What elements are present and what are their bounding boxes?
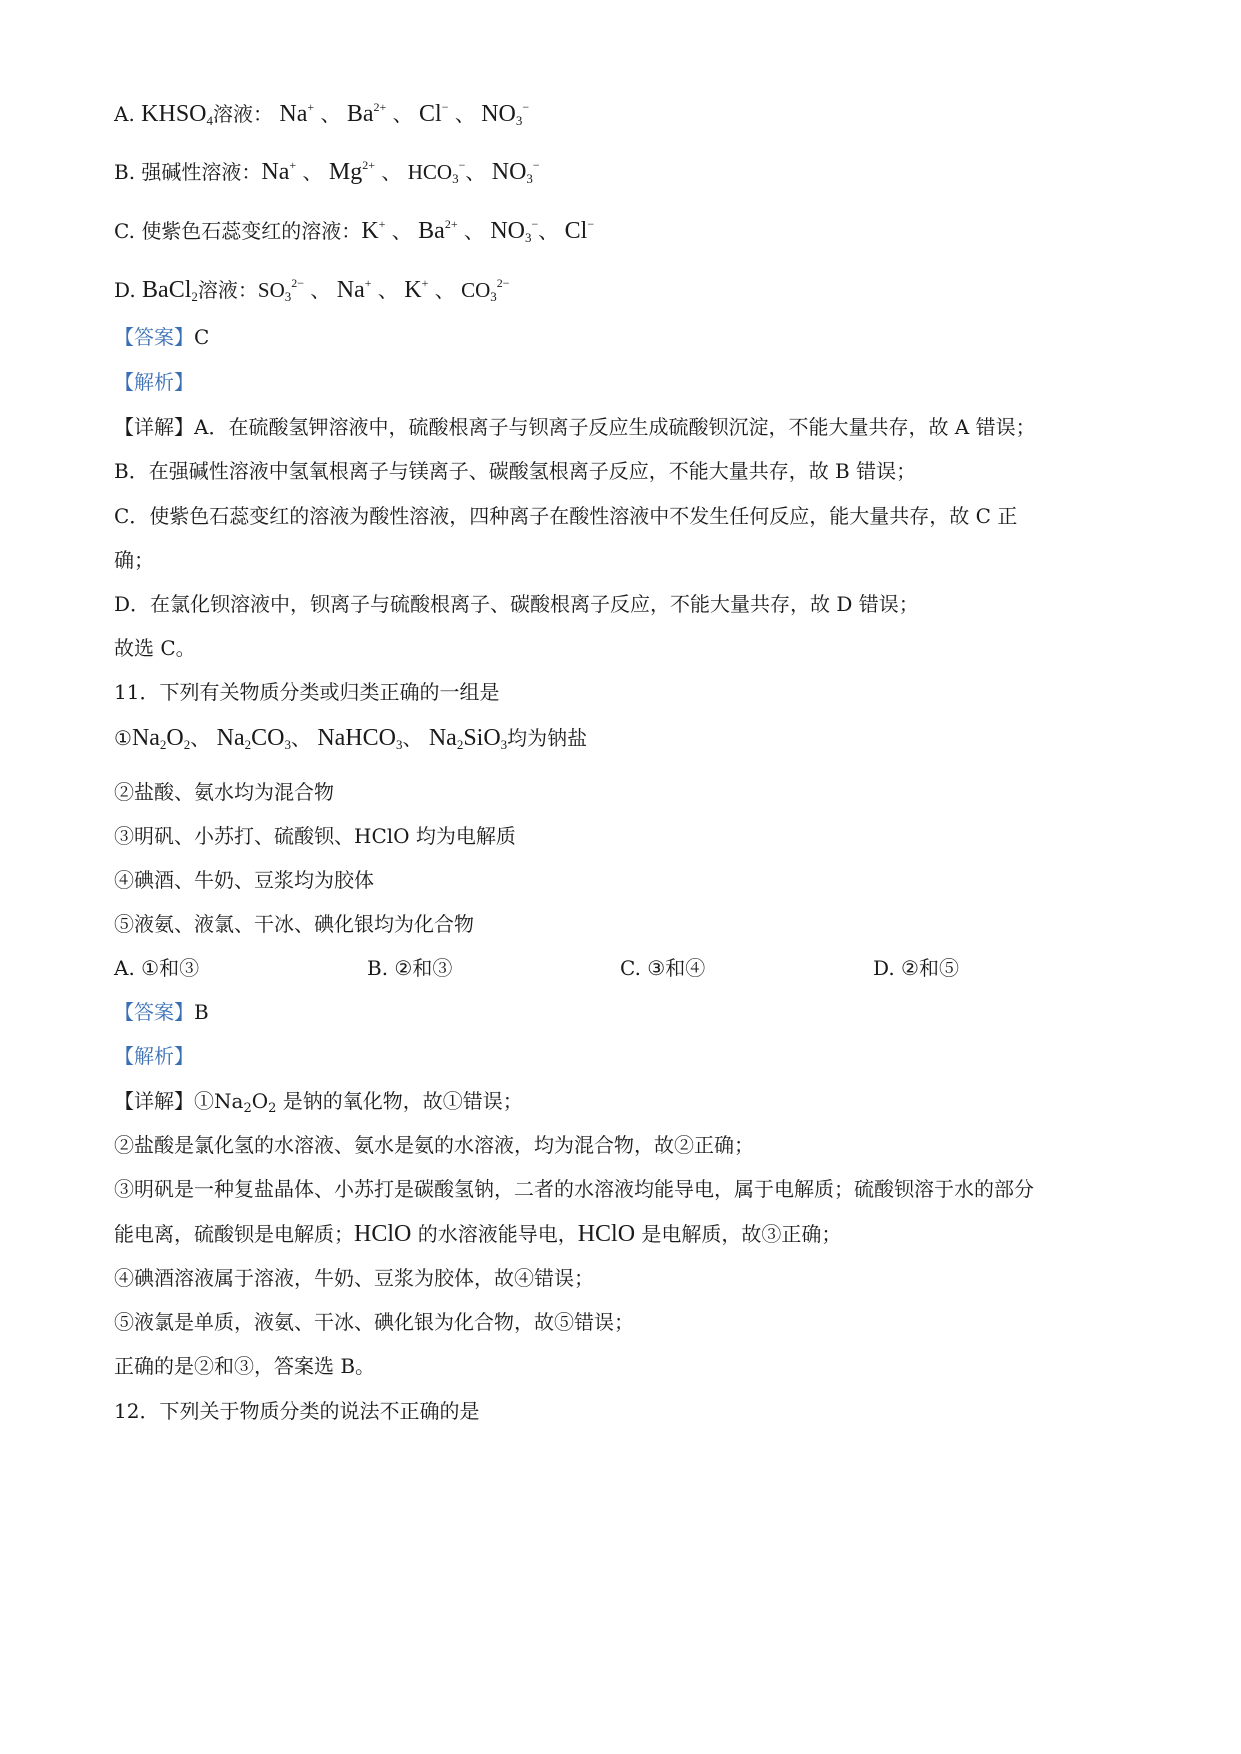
option-a-line: A. $KHSO_4$溶液： Na+ 、 $Ba^{2+}$ 、 Cl− 、 $NO_3^-$ <box>114 100 530 128</box>
ion-so3: $SO_3^{2-}$ <box>257 276 305 304</box>
option-b-text: 强碱性溶液： <box>141 160 262 184</box>
q11-detail-5: ⑤液氯是单质，液氨、干冰、碘化银为化合物，故⑤错误； <box>114 1310 634 1334</box>
q11-detail-1: 【详解】$①Na_2O_2$ 是钠的氧化物，故①错误； <box>114 1089 523 1116</box>
option-b-line: B. 强碱性溶液：Na+ 、 $Mg^{2+}$ 、 $HCO_3^-$、 $NO_3^-$ <box>114 158 540 186</box>
option-d-line: D. BaCl$_2$溶液：$SO_3^{2-}$ 、 Na+ 、 K+ 、 $CO_3^{2-}$ <box>114 276 510 304</box>
ion-co3: $CO_3^{2-}$ <box>461 276 510 304</box>
q11-statement-4: ④碘酒、牛奶、豆浆均为胶体 <box>114 868 374 892</box>
q11-detail-3a: ③明矾是一种复盐晶体、小苏打是碳酸氢钠，二者的水溶液均能导电，属于电解质；硫酸钡溶于水的部分 <box>114 1177 1034 1201</box>
q11-option-d: D. ②和⑤ <box>873 956 959 980</box>
q11-stem: 11．下列有关物质分类或归类正确的一组是 <box>114 680 500 704</box>
detail-tag: 【详解】 <box>114 1089 194 1113</box>
q11-option-b: B. ②和③ <box>367 956 453 980</box>
answer-tag: 【答案】 <box>114 1000 194 1024</box>
q11-analysis-tag: 【解析】 <box>114 1044 194 1068</box>
ion-cl: Cl− <box>564 217 595 244</box>
ion-mg: $Mg^{2+}$ <box>328 158 376 185</box>
q11-answer-line <box>114 998 209 1026</box>
answer-tag: 【答案】 <box>114 325 194 349</box>
q11-conclusion: 正确的是②和③，答案选 B。 <box>114 1354 376 1378</box>
option-b-label: B. <box>114 160 136 184</box>
ion-k: K+ <box>361 217 386 244</box>
option-d-label: D. <box>114 278 136 302</box>
option-d-suffix: 溶液： <box>197 278 258 302</box>
q11-statement-3: ③明矾、小苏打、硫酸钡、HClO 均为电解质 <box>114 824 516 848</box>
bacl2-formula: BaCl$_2$ <box>142 277 198 304</box>
ion-no3: $NO_3^-$ <box>491 158 540 186</box>
option-c-label: C. <box>114 219 135 243</box>
q10-analysis-tag: 【解析】 <box>114 370 194 394</box>
ion-na: Na+ <box>336 276 372 303</box>
q11-detail-3b: 能电离，硫酸钡是电解质；HClO 的水溶液能导电，HClO 是电解质，故③正确； <box>114 1221 842 1247</box>
option-c-text: 使紫色石蕊变红的溶液： <box>141 219 362 243</box>
q11-statement-1: $①Na_2O_2$、 $Na_2CO_3$、 NaHCO$_3$、 $Na_2SiO_3$均为钠盐 <box>114 725 588 752</box>
q11-detail-4: ④碘酒溶液属于溶液，牛奶、豆浆为胶体，故④错误； <box>114 1266 594 1290</box>
khso4-formula: $KHSO_4$ <box>141 101 214 128</box>
q11-option-a: A. ①和③ <box>114 956 200 980</box>
q10-conclusion: 故选 C。 <box>114 636 196 660</box>
ion-ba: $Ba^{2+}$ <box>346 100 387 127</box>
q10-detail-b: B．在强碱性溶液中氢氧根离子与镁离子、碳酸氢根离子反应，不能大量共存，故 B 错误； <box>114 459 917 483</box>
q10-answer-line <box>114 323 209 351</box>
detail-tag: 【详解】 <box>114 415 194 439</box>
ion-ba: $Ba^{2+}$ <box>418 217 458 244</box>
q10-detail-d: D．在氯化钡溶液中，钡离子与硫酸根离子、碳酸根离子反应，不能大量共存，故 D 错误； <box>114 592 919 616</box>
ion-no3: $NO_3^-$ <box>490 217 539 245</box>
formula-na2sio3: $Na_2SiO_3$ <box>428 725 508 752</box>
answer-value: B <box>194 1000 209 1024</box>
q11-statement-5: ⑤液氨、液氯、干冰、碘化银均为化合物 <box>114 912 474 936</box>
q11-option-c: C. ③和④ <box>620 956 706 980</box>
ion-na: Na+ <box>279 100 315 127</box>
q10-detail-a: 【详解】A．在硫酸氢钾溶液中，硫酸根离子与钡离子反应生成硫酸钡沉淀，不能大量共存，故 A 错误； <box>114 415 1036 439</box>
ion-na: Na+ <box>261 158 297 185</box>
ion-cl: Cl− <box>419 100 449 127</box>
ion-no3: $NO_3^-$ <box>481 100 530 128</box>
q11-statement-2: ②盐酸、氨水均为混合物 <box>114 780 334 804</box>
q11-detail-2: ②盐酸是氯化氢的水溶液、氨水是氨的水溶液，均为混合物，故②正确； <box>114 1133 754 1157</box>
q10-detail-c1: C．使紫色石蕊变红的溶液为酸性溶液，四种离子在酸性溶液中不发生任何反应，能大量共存，故 C 正 <box>114 504 1018 528</box>
formula-na2co3: $Na_2CO_3$ <box>216 725 291 752</box>
answer-value: C <box>194 325 210 349</box>
formula-na2o2: $Na_2O_2$ <box>131 725 191 752</box>
q10-detail-c2: 确； <box>114 548 154 572</box>
ion-hco3: $HCO_3^-$ <box>407 158 466 186</box>
option-c-line: C. 使紫色石蕊变红的溶液：K+ 、 $Ba^{2+}$ 、 $NO_3^-$、 Cl− <box>114 217 595 245</box>
q12-stem: 12．下列关于物质分类的说法不正确的是 <box>114 1399 480 1423</box>
formula-nahco3: NaHCO$_3$ <box>317 725 403 752</box>
ion-k: K+ <box>404 276 429 303</box>
option-a-label: A. <box>114 102 135 126</box>
option-a-suffix: 溶液： <box>213 102 274 126</box>
